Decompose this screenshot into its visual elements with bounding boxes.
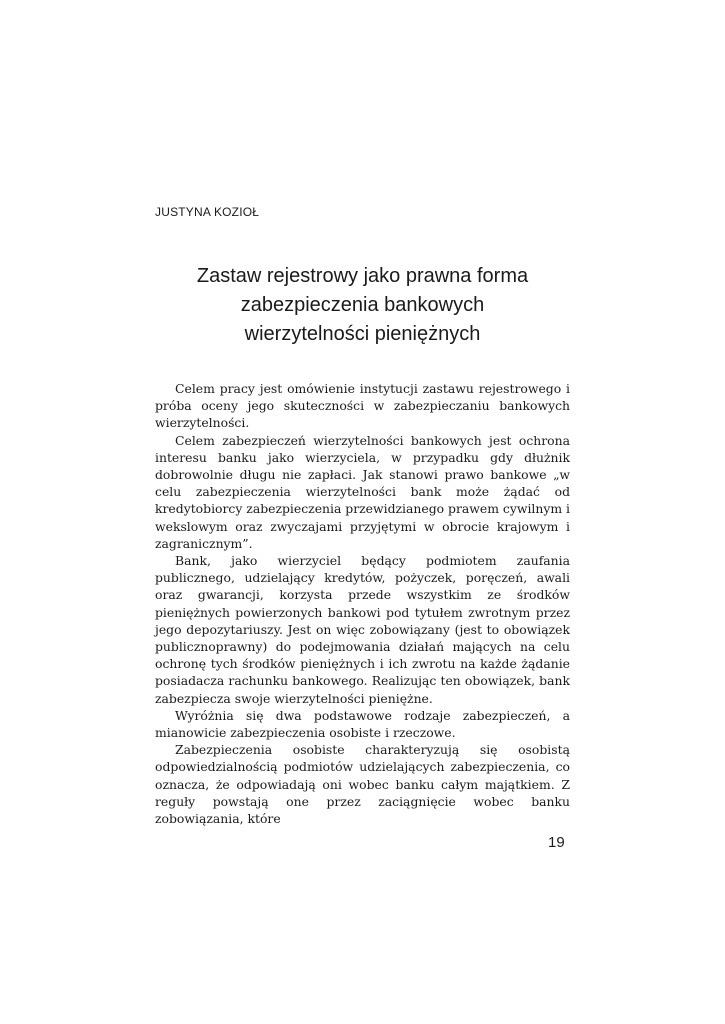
paragraph: Celem pracy jest omówienie instytucji zastawu rejestrowego i próba oceny jego skuteczności w zabezpieczaniu bankowych wierzytelności. bbox=[155, 381, 570, 431]
title-line: Zastaw rejestrowy jako prawna forma bbox=[196, 265, 529, 287]
author-name: JUSTYNA KOZIOŁ bbox=[155, 205, 260, 219]
page-number: 19 bbox=[548, 834, 565, 851]
paragraph: Zabezpieczenia osobiste charakteryzują się osobistą odpowiedzialnością podmiotów udzielających zabezpieczenia, co oznacza, że odpowiadają oni wobec banku całym majątkiem. Z reguły powstają one przez zaciągnięcie wobec banku zobowiązania, które bbox=[155, 742, 570, 827]
article-title bbox=[155, 262, 570, 349]
article-body bbox=[155, 380, 570, 827]
title-line: wierzytelności pieniężnych bbox=[244, 323, 481, 345]
paragraph: Bank, jako wierzyciel będący podmiotem zaufania publicznego, udzielający kredytów, pożyczek, poręczeń, awali oraz gwarancji, korzysta przede wszystkim ze środków pieniężnych powierzonych bankowi pod tytułem zwrotnym przez jego depozytariuszy. Jest on więc zobowiązany (jest to obowiązek publicznoprawny) do podejmowania działań mających na celu ochronę tych środków pieniężnych i ich zwrotu na każde żądanie posiadacza rachunku bankowego. Realizując ten obowiązek, bank zabezpiecza swoje wierzytelności pieniężne. bbox=[155, 553, 570, 706]
title-line: zabezpieczenia bankowych bbox=[240, 294, 485, 316]
paragraph: Celem zabezpieczeń wierzytelności bankowych jest ochrona interesu banku jako wierzyciela, w przypadku gdy dłużnik dobrowolnie długu nie zapłaci. Jak stanowi prawo bankowe „w celu zabezpieczenia wierzytelności bank może żądać od kredytobiorcy zabezpieczenia przewidzianego prawem cywilnym i wekslowym oraz zwyczajami przyjętymi w obrocie krajowym i zagranicznym”. bbox=[155, 432, 571, 551]
paragraph: Wyróżnia się dwa podstawowe rodzaje zabezpieczeń, a mianowicie zabezpieczenia osobiste i rzeczowe. bbox=[155, 707, 570, 741]
